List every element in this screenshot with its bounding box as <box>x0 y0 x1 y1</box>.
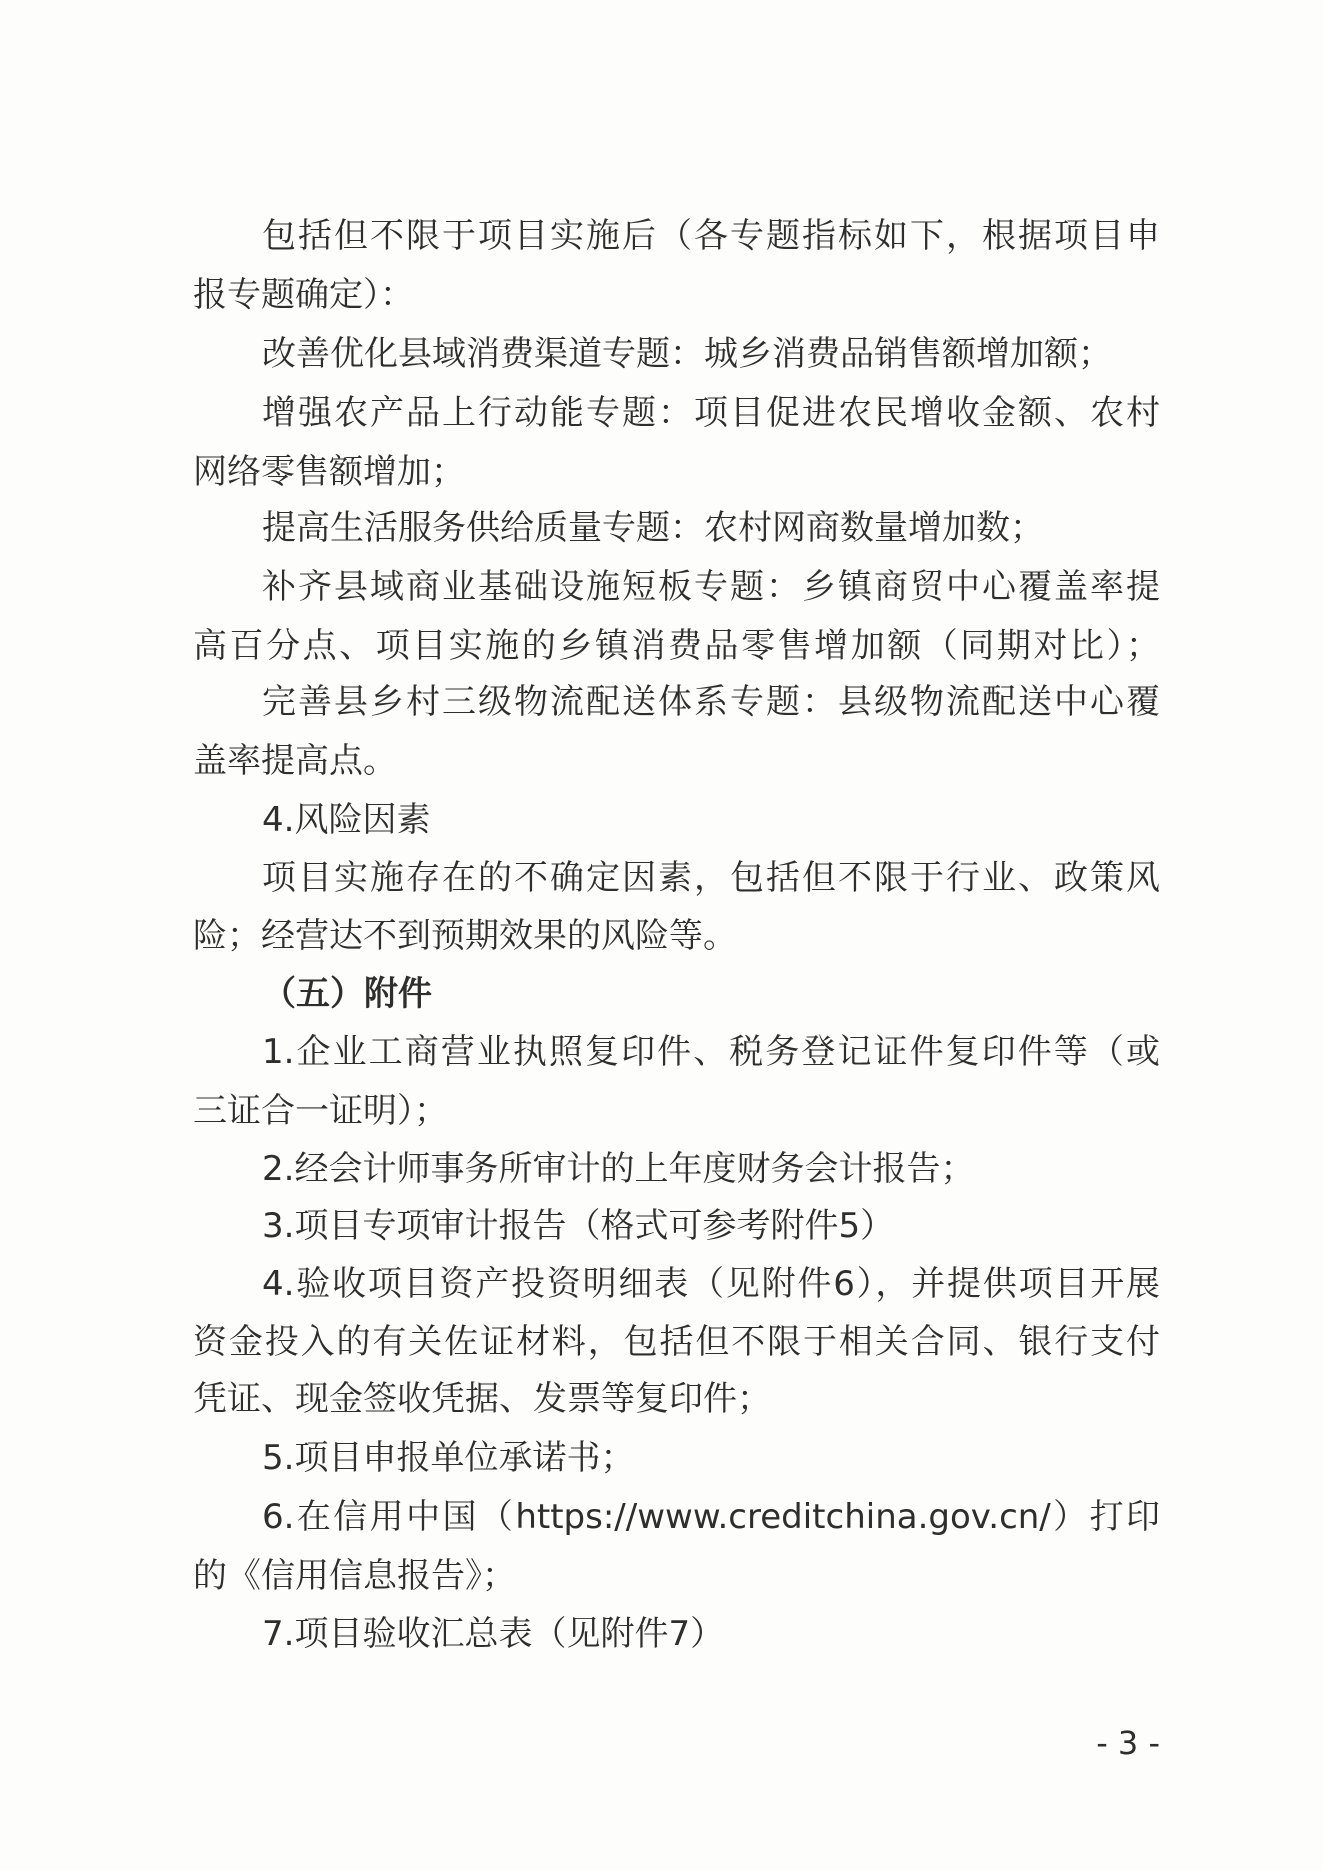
text-line: 增强农产品上行动能专题：项目促进农民增收金额、农村 <box>262 393 1160 433</box>
list-item: 4.验收项目资产投资明细表（见附件6），并提供项目开展 <box>262 1264 1160 1304</box>
text-line: 包括但不限于项目实施后（各专题指标如下，根据项目申 <box>262 216 1160 256</box>
text-line: 网络零售额增加； <box>193 452 465 492</box>
section-heading: 4.风险因素 <box>262 800 431 840</box>
text-line: 的《信用信息报告》； <box>193 1556 516 1596</box>
text-line: 补齐县域商业基础设施短板专题：乡镇商贸中心覆盖率提 <box>262 567 1160 607</box>
text-line: 报专题确定）： <box>193 275 414 315</box>
text-line: 完善县乡村三级物流配送体系专题：县级物流配送中心覆 <box>262 682 1160 722</box>
list-item: 7.项目验收汇总表（见附件7） <box>262 1614 725 1654</box>
list-item: 5.项目申报单位承诺书； <box>262 1438 635 1478</box>
section-heading: （五）附件 <box>262 974 432 1014</box>
list-item: 6.在信用中国（https://www.creditchina.gov.cn/）打印 <box>262 1497 1160 1537</box>
page-number: - 3 - <box>1096 1724 1160 1762</box>
list-item: 1.企业工商营业执照复印件、税务登记证件复印件等（或 <box>262 1032 1160 1072</box>
text-line: 盖率提高点。 <box>193 741 397 781</box>
text-line: 提高生活服务供给质量专题：农村网商数量增加数； <box>262 508 1044 548</box>
text-line: 险；经营达不到预期效果的风险等。 <box>193 916 737 956</box>
text-line: 三证合一证明）； <box>193 1091 448 1131</box>
text-line: 改善优化县域消费渠道专题：城乡消费品销售额增加额； <box>262 334 1112 374</box>
text-line: 资金投入的有关佐证材料，包括但不限于相关合同、银行支付 <box>193 1322 1160 1362</box>
text-line: 项目实施存在的不确定因素，包括但不限于行业、政策风 <box>262 858 1160 898</box>
list-item: 3.项目专项审计报告（格式可参考附件5） <box>262 1206 895 1246</box>
list-item: 2.经会计师事务所审计的上年度财务会计报告； <box>262 1149 975 1189</box>
text-line: 高百分点、项目实施的乡镇消费品零售增加额（同期对比）； <box>193 626 1160 666</box>
text-line: 凭证、现金签收凭据、发票等复印件； <box>193 1379 771 1419</box>
